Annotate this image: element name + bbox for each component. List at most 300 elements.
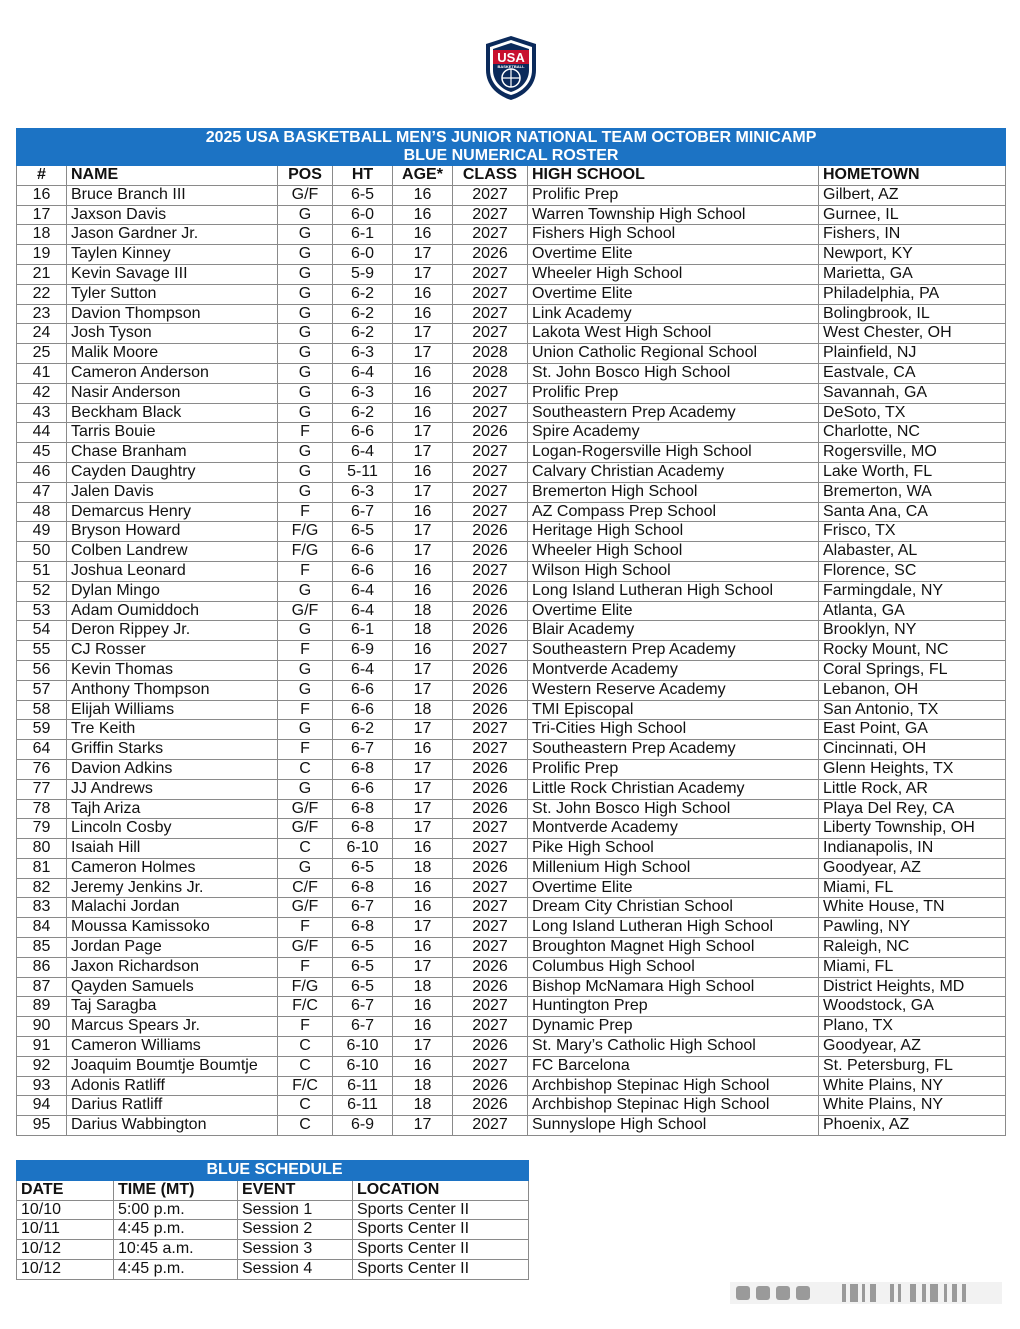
cell-date: 10/11: [17, 1220, 114, 1240]
cell-class: 2026: [453, 680, 528, 700]
cell-hometown: Bolingbrook, IL: [819, 304, 1006, 324]
cell-age: 17: [393, 799, 453, 819]
cell-ht: 6-8: [333, 819, 393, 839]
cell-number: 46: [17, 462, 67, 482]
roster-title: [17, 129, 1006, 166]
cell-name: Cameron Williams: [67, 1037, 278, 1057]
cell-class: 2026: [453, 1076, 528, 1096]
cell-ht: 6-7: [333, 898, 393, 918]
cell-ht: 6-8: [333, 918, 393, 938]
cell-hometown: Marietta, GA: [819, 264, 1006, 284]
schedule-row: [17, 1259, 529, 1279]
cell-age: 17: [393, 542, 453, 562]
cell-hometown: Coral Springs, FL: [819, 660, 1006, 680]
cell-number: 42: [17, 383, 67, 403]
roster-row: [17, 938, 1006, 958]
cell-hometown: St. Petersburg, FL: [819, 1056, 1006, 1076]
cell-high-school: Sunnyslope High School: [528, 1116, 819, 1136]
cell-ht: 6-6: [333, 779, 393, 799]
cell-number: 49: [17, 522, 67, 542]
cell-number: 59: [17, 720, 67, 740]
cell-hometown: Philadelphia, PA: [819, 284, 1006, 304]
cell-name: Cameron Holmes: [67, 858, 278, 878]
cell-pos: G: [278, 581, 333, 601]
cell-high-school: Southeastern Prep Academy: [528, 403, 819, 423]
cell-number: 57: [17, 680, 67, 700]
cell-pos: F/C: [278, 1076, 333, 1096]
cell-age: 17: [393, 324, 453, 344]
cell-high-school: St. John Bosco High School: [528, 363, 819, 383]
schedule-header-row: [17, 1180, 529, 1200]
cell-name: Anthony Thompson: [67, 680, 278, 700]
cell-pos: F/C: [278, 997, 333, 1017]
cell-location: Sports Center II: [353, 1200, 529, 1220]
cell-class: 2027: [453, 264, 528, 284]
cell-number: 91: [17, 1037, 67, 1057]
cell-class: 2026: [453, 1037, 528, 1057]
roster-row: [17, 462, 1006, 482]
roster-row: [17, 264, 1006, 284]
cell-age: 18: [393, 601, 453, 621]
cell-class: 2026: [453, 700, 528, 720]
cell-ht: 6-6: [333, 542, 393, 562]
roster-row: [17, 363, 1006, 383]
roster-title-row: [17, 129, 1006, 166]
roster-row: [17, 225, 1006, 245]
cell-time: 4:45 p.m.: [114, 1259, 238, 1279]
cell-number: 95: [17, 1116, 67, 1136]
cell-pos: G: [278, 245, 333, 265]
cell-name: CJ Rosser: [67, 641, 278, 661]
cell-pos: G: [278, 264, 333, 284]
cell-name: Marcus Spears Jr.: [67, 1017, 278, 1037]
roster-row: [17, 1076, 1006, 1096]
col-header-hometown: HOMETOWN: [819, 166, 1006, 186]
roster-row: [17, 918, 1006, 938]
cell-age: 17: [393, 660, 453, 680]
roster-row: [17, 700, 1006, 720]
cell-high-school: Huntington Prep: [528, 997, 819, 1017]
cell-class: 2027: [453, 819, 528, 839]
cell-ht: 6-6: [333, 680, 393, 700]
cell-hometown: Plano, TX: [819, 1017, 1006, 1037]
cell-class: 2026: [453, 977, 528, 997]
cell-name: Qayden Samuels: [67, 977, 278, 997]
cell-class: 2026: [453, 522, 528, 542]
cell-name: Jordan Page: [67, 938, 278, 958]
col-header-age: AGE*: [393, 166, 453, 186]
cell-age: 18: [393, 977, 453, 997]
cell-ht: 6-0: [333, 245, 393, 265]
cell-class: 2027: [453, 284, 528, 304]
cell-high-school: Bishop McNamara High School: [528, 977, 819, 997]
col-header-name: NAME: [67, 166, 278, 186]
roster-row: [17, 1096, 1006, 1116]
watermark-graphic: [730, 1278, 1002, 1308]
cell-time: 10:45 a.m.: [114, 1240, 238, 1260]
roster-row: [17, 1037, 1006, 1057]
cell-pos: G: [278, 660, 333, 680]
cell-number: 87: [17, 977, 67, 997]
cell-ht: 6-3: [333, 482, 393, 502]
cell-age: 16: [393, 304, 453, 324]
cell-name: Adonis Ratliff: [67, 1076, 278, 1096]
cell-age: 16: [393, 561, 453, 581]
cell-high-school: Blair Academy: [528, 621, 819, 641]
cell-age: 16: [393, 1017, 453, 1037]
cell-ht: 6-10: [333, 839, 393, 859]
cell-number: 25: [17, 344, 67, 364]
cell-name: Jason Gardner Jr.: [67, 225, 278, 245]
cell-date: 10/10: [17, 1200, 114, 1220]
cell-date: 10/12: [17, 1259, 114, 1279]
cell-number: 82: [17, 878, 67, 898]
cell-name: Joaquim Boumtje Boumtje: [67, 1056, 278, 1076]
cell-high-school: Union Catholic Regional School: [528, 344, 819, 364]
cell-ht: 6-4: [333, 443, 393, 463]
cell-age: 17: [393, 522, 453, 542]
cell-hometown: San Antonio, TX: [819, 700, 1006, 720]
roster-row: [17, 680, 1006, 700]
cell-hometown: Savannah, GA: [819, 383, 1006, 403]
cell-high-school: Wheeler High School: [528, 264, 819, 284]
roster-row: [17, 799, 1006, 819]
cell-age: 18: [393, 621, 453, 641]
cell-pos: G: [278, 858, 333, 878]
cell-pos: F: [278, 918, 333, 938]
roster-row: [17, 423, 1006, 443]
cell-pos: G: [278, 383, 333, 403]
cell-event: Session 1: [238, 1200, 353, 1220]
cell-class: 2027: [453, 304, 528, 324]
cell-class: 2027: [453, 403, 528, 423]
cell-ht: 6-8: [333, 759, 393, 779]
cell-name: Josh Tyson: [67, 324, 278, 344]
cell-hometown: Fishers, IN: [819, 225, 1006, 245]
cell-high-school: Archbishop Stepinac High School: [528, 1096, 819, 1116]
col-header-ht: HT: [333, 166, 393, 186]
cell-hometown: Plainfield, NJ: [819, 344, 1006, 364]
cell-name: Nasir Anderson: [67, 383, 278, 403]
cell-name: Cayden Daughtry: [67, 462, 278, 482]
cell-age: 16: [393, 581, 453, 601]
cell-hometown: Phoenix, AZ: [819, 1116, 1006, 1136]
cell-high-school: Overtime Elite: [528, 601, 819, 621]
cell-name: Kevin Thomas: [67, 660, 278, 680]
cell-name: Jaxon Richardson: [67, 957, 278, 977]
cell-ht: 6-0: [333, 205, 393, 225]
cell-hometown: Rocky Mount, NC: [819, 641, 1006, 661]
cell-pos: G: [278, 344, 333, 364]
schedule-table: [16, 1160, 529, 1280]
cell-age: 16: [393, 383, 453, 403]
cell-hometown: Santa Ana, CA: [819, 502, 1006, 522]
cell-ht: 6-7: [333, 997, 393, 1017]
cell-event: Session 4: [238, 1259, 353, 1279]
cell-name: Lincoln Cosby: [67, 819, 278, 839]
cell-class: 2027: [453, 1017, 528, 1037]
roster-row: [17, 482, 1006, 502]
cell-high-school: Overtime Elite: [528, 878, 819, 898]
cell-ht: 6-5: [333, 957, 393, 977]
cell-name: Demarcus Henry: [67, 502, 278, 522]
cell-ht: 6-4: [333, 581, 393, 601]
cell-high-school: Wilson High School: [528, 561, 819, 581]
cell-name: Chase Branham: [67, 443, 278, 463]
cell-pos: G/F: [278, 601, 333, 621]
cell-class: 2027: [453, 482, 528, 502]
cell-pos: G: [278, 621, 333, 641]
col-header-class: CLASS: [453, 166, 528, 186]
cell-high-school: Southeastern Prep Academy: [528, 641, 819, 661]
cell-pos: G: [278, 482, 333, 502]
cell-high-school: Prolific Prep: [528, 383, 819, 403]
cell-age: 18: [393, 1076, 453, 1096]
cell-number: 58: [17, 700, 67, 720]
cell-class: 2027: [453, 898, 528, 918]
roster-row: [17, 957, 1006, 977]
cell-name: Tajh Ariza: [67, 799, 278, 819]
cell-ht: 6-6: [333, 561, 393, 581]
cell-age: 18: [393, 700, 453, 720]
roster-row: [17, 898, 1006, 918]
cell-class: 2026: [453, 799, 528, 819]
roster-row: [17, 245, 1006, 265]
cell-hometown: Woodstock, GA: [819, 997, 1006, 1017]
cell-location: Sports Center II: [353, 1259, 529, 1279]
col-header-date: DATE: [17, 1180, 114, 1200]
cell-ht: 6-10: [333, 1056, 393, 1076]
cell-hometown: Lebanon, OH: [819, 680, 1006, 700]
schedule-row: [17, 1200, 529, 1220]
cell-name: Tyler Sutton: [67, 284, 278, 304]
cell-name: Malik Moore: [67, 344, 278, 364]
cell-name: Dylan Mingo: [67, 581, 278, 601]
cell-high-school: Warren Township High School: [528, 205, 819, 225]
cell-pos: F/G: [278, 977, 333, 997]
cell-number: 77: [17, 779, 67, 799]
cell-high-school: Western Reserve Academy: [528, 680, 819, 700]
cell-number: 78: [17, 799, 67, 819]
cell-high-school: Heritage High School: [528, 522, 819, 542]
cell-high-school: Southeastern Prep Academy: [528, 740, 819, 760]
roster-row: [17, 779, 1006, 799]
roster-row: [17, 601, 1006, 621]
cell-name: Jaxson Davis: [67, 205, 278, 225]
cell-pos: C: [278, 1116, 333, 1136]
cell-hometown: Rogersville, MO: [819, 443, 1006, 463]
cell-name: Adam Oumiddoch: [67, 601, 278, 621]
cell-class: 2026: [453, 245, 528, 265]
cell-class: 2026: [453, 1096, 528, 1116]
cell-high-school: TMI Episcopal: [528, 700, 819, 720]
cell-hometown: White House, TN: [819, 898, 1006, 918]
cell-ht: 6-2: [333, 284, 393, 304]
cell-number: 48: [17, 502, 67, 522]
roster-row: [17, 443, 1006, 463]
cell-age: 16: [393, 462, 453, 482]
cell-event: Session 2: [238, 1220, 353, 1240]
cell-class: 2027: [453, 1116, 528, 1136]
cell-class: 2027: [453, 641, 528, 661]
cell-hometown: Florence, SC: [819, 561, 1006, 581]
roster-row: [17, 383, 1006, 403]
cell-age: 17: [393, 957, 453, 977]
cell-pos: G: [278, 284, 333, 304]
cell-hometown: Gilbert, AZ: [819, 185, 1006, 205]
cell-class: 2027: [453, 918, 528, 938]
roster-row: [17, 977, 1006, 997]
cell-class: 2026: [453, 601, 528, 621]
cell-ht: 6-4: [333, 363, 393, 383]
cell-pos: G/F: [278, 898, 333, 918]
cell-name: Beckham Black: [67, 403, 278, 423]
cell-ht: 6-5: [333, 185, 393, 205]
cell-class: 2027: [453, 740, 528, 760]
cell-class: 2027: [453, 938, 528, 958]
cell-ht: 6-4: [333, 601, 393, 621]
cell-age: 17: [393, 819, 453, 839]
cell-number: 50: [17, 542, 67, 562]
cell-pos: G: [278, 324, 333, 344]
cell-location: Sports Center II: [353, 1240, 529, 1260]
cell-time: 4:45 p.m.: [114, 1220, 238, 1240]
cell-hometown: Gurnee, IL: [819, 205, 1006, 225]
cell-age: 17: [393, 720, 453, 740]
cell-name: Tarris Bouie: [67, 423, 278, 443]
cell-number: 64: [17, 740, 67, 760]
cell-ht: 6-5: [333, 858, 393, 878]
cell-high-school: Pike High School: [528, 839, 819, 859]
cell-number: 89: [17, 997, 67, 1017]
roster-row: [17, 344, 1006, 364]
roster-table: [16, 128, 1006, 1136]
cell-ht: 6-7: [333, 740, 393, 760]
cell-pos: F: [278, 1017, 333, 1037]
cell-ht: 6-6: [333, 423, 393, 443]
roster-row: [17, 522, 1006, 542]
cell-pos: F: [278, 957, 333, 977]
cell-number: 16: [17, 185, 67, 205]
roster-title-line1: 2025 USA BASKETBALL MEN’S JUNIOR NATIONAL TEAM OCTOBER MINICAMP: [205, 129, 817, 146]
cell-hometown: Playa Del Rey, CA: [819, 799, 1006, 819]
cell-pos: F: [278, 740, 333, 760]
cell-age: 17: [393, 680, 453, 700]
cell-name: Davion Thompson: [67, 304, 278, 324]
cell-ht: 6-2: [333, 304, 393, 324]
cell-high-school: Montverde Academy: [528, 660, 819, 680]
col-header-location: LOCATION: [353, 1180, 529, 1200]
cell-pos: G: [278, 304, 333, 324]
cell-number: 80: [17, 839, 67, 859]
cell-number: 79: [17, 819, 67, 839]
cell-number: 84: [17, 918, 67, 938]
roster-row: [17, 1017, 1006, 1037]
cell-high-school: Archbishop Stepinac High School: [528, 1076, 819, 1096]
cell-hometown: Liberty Township, OH: [819, 819, 1006, 839]
cell-pos: F: [278, 502, 333, 522]
cell-number: 93: [17, 1076, 67, 1096]
cell-ht: 6-10: [333, 1037, 393, 1057]
cell-location: Sports Center II: [353, 1220, 529, 1240]
cell-hometown: East Point, GA: [819, 720, 1006, 740]
cell-high-school: St. Mary’s Catholic High School: [528, 1037, 819, 1057]
cell-high-school: Dynamic Prep: [528, 1017, 819, 1037]
cell-high-school: Fishers High School: [528, 225, 819, 245]
cell-name: Darius Ratliff: [67, 1096, 278, 1116]
cell-class: 2026: [453, 581, 528, 601]
cell-hometown: Bremerton, WA: [819, 482, 1006, 502]
cell-class: 2027: [453, 561, 528, 581]
cell-pos: G: [278, 462, 333, 482]
roster-row: [17, 621, 1006, 641]
cell-name: Isaiah Hill: [67, 839, 278, 859]
cell-age: 18: [393, 1096, 453, 1116]
cell-high-school: Calvary Christian Academy: [528, 462, 819, 482]
cell-name: Moussa Kamissoko: [67, 918, 278, 938]
cell-number: 76: [17, 759, 67, 779]
cell-class: 2027: [453, 185, 528, 205]
col-header-pos: POS: [278, 166, 333, 186]
cell-class: 2027: [453, 997, 528, 1017]
cell-high-school: Long Island Lutheran High School: [528, 918, 819, 938]
cell-ht: 6-11: [333, 1076, 393, 1096]
roster-row: [17, 502, 1006, 522]
roster-row: [17, 284, 1006, 304]
cell-pos: C/F: [278, 878, 333, 898]
roster-row: [17, 641, 1006, 661]
cell-hometown: White Plains, NY: [819, 1096, 1006, 1116]
cell-pos: C: [278, 1037, 333, 1057]
logo-subtext: BASKETBALL: [497, 64, 525, 69]
cell-hometown: Raleigh, NC: [819, 938, 1006, 958]
cell-number: 55: [17, 641, 67, 661]
col-header-number: #: [17, 166, 67, 186]
cell-hometown: Pawling, NY: [819, 918, 1006, 938]
cell-high-school: Tri-Cities High School: [528, 720, 819, 740]
roster-row: [17, 581, 1006, 601]
cell-class: 2026: [453, 759, 528, 779]
cell-age: 16: [393, 839, 453, 859]
cell-class: 2027: [453, 324, 528, 344]
cell-pos: C: [278, 759, 333, 779]
roster-row: [17, 839, 1006, 859]
cell-number: 90: [17, 1017, 67, 1037]
cell-number: 45: [17, 443, 67, 463]
cell-name: Elijah Williams: [67, 700, 278, 720]
schedule-title-row: [17, 1161, 529, 1181]
cell-ht: 6-5: [333, 938, 393, 958]
cell-class: 2026: [453, 423, 528, 443]
cell-hometown: Newport, KY: [819, 245, 1006, 265]
cell-name: Griffin Starks: [67, 740, 278, 760]
cell-ht: 6-11: [333, 1096, 393, 1116]
cell-high-school: Spire Academy: [528, 423, 819, 443]
cell-hometown: Brooklyn, NY: [819, 621, 1006, 641]
col-header-time: TIME (MT): [114, 1180, 238, 1200]
cell-age: 16: [393, 997, 453, 1017]
cell-pos: G: [278, 403, 333, 423]
col-header-event: EVENT: [238, 1180, 353, 1200]
cell-hometown: White Plains, NY: [819, 1076, 1006, 1096]
cell-class: 2026: [453, 858, 528, 878]
cell-age: 16: [393, 878, 453, 898]
cell-hometown: Indianapolis, IN: [819, 839, 1006, 859]
cell-pos: G: [278, 779, 333, 799]
cell-class: 2028: [453, 344, 528, 364]
cell-number: 94: [17, 1096, 67, 1116]
cell-class: 2028: [453, 363, 528, 383]
